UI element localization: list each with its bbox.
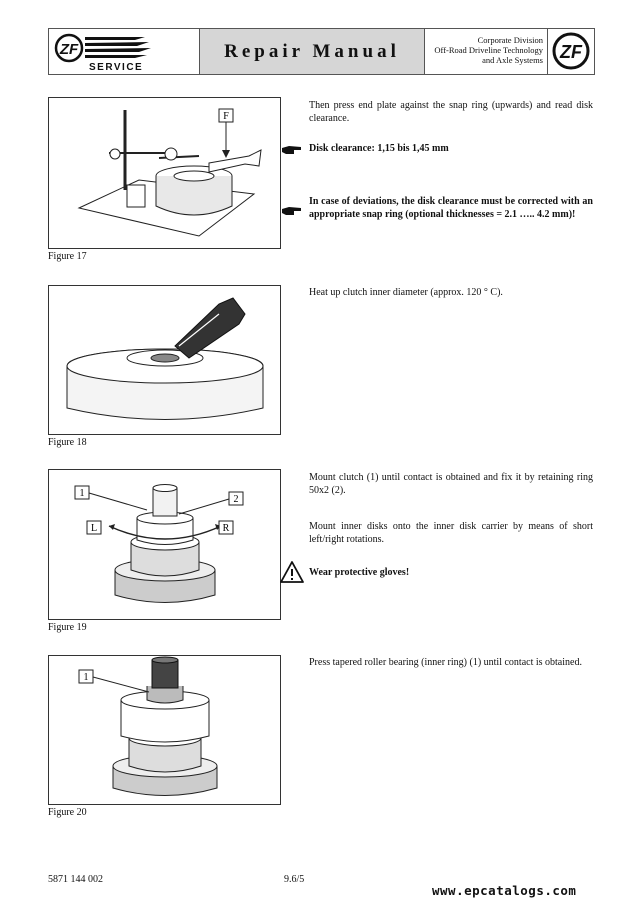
label-r: R	[222, 523, 230, 534]
zf-logo-text: ZF	[59, 41, 79, 58]
figure-17-image	[48, 97, 281, 249]
page-header	[48, 28, 595, 75]
division-line: Corporate Division	[477, 35, 543, 45]
figure-caption: Figure 18	[48, 437, 87, 448]
label-2: 2	[233, 494, 239, 505]
division-info	[425, 35, 543, 65]
doc-number: 5871 144 002	[48, 874, 103, 885]
label-f: F	[223, 111, 229, 122]
division-line: Off-Road Driveline Technology	[434, 45, 543, 55]
figure-20-image	[48, 655, 281, 805]
warning-text: Wear protective gloves!	[309, 567, 410, 578]
pointing-hand-icon	[281, 205, 303, 217]
figure-caption: Figure 17	[48, 251, 87, 262]
page-title: Repair Manual	[200, 29, 425, 74]
zf-logo-right	[547, 29, 595, 74]
page-number: 9.6/5	[284, 874, 305, 885]
instruction-text: Press tapered roller bearing (inner ring) (1) until contact is obtained.	[309, 657, 582, 668]
instruction-text: Then press end plate against the snap ring (upwards) and read disk clearance.	[309, 100, 593, 124]
instruction-text: Mount inner disks onto the inner disk carrier by means of short left/right rotations.	[309, 521, 593, 545]
figure-caption: Figure 19	[48, 622, 87, 633]
figure-caption: Figure 20	[48, 807, 87, 818]
zf-logo-text: ZF	[560, 42, 582, 62]
pointing-hand-icon	[281, 144, 303, 156]
zf-service-logo	[49, 29, 200, 74]
label-1: 1	[79, 488, 85, 499]
label-1: 1	[83, 672, 89, 683]
instruction-text: Mount clutch (1) until contact is obtained and fix it by retaining ring 50x2 (2).	[309, 472, 593, 496]
service-label: SERVICE	[89, 62, 144, 73]
warning-icon	[279, 560, 305, 584]
note-text: Disk clearance: 1,15 bis 1,45 mm	[309, 143, 449, 154]
watermark: www.epcatalogs.com	[432, 883, 577, 898]
instruction-text: Heat up clutch inner diameter (approx. 120 ° C).	[309, 287, 503, 298]
note-text: In case of deviations, the disk clearance must be corrected with an appropriate snap ring (optional thicknesses = 2.1 ….. 4.2 mm)!	[309, 196, 593, 220]
figure-19-image	[48, 469, 281, 620]
division-line: and Axle Systems	[482, 55, 543, 65]
figure-18-image	[48, 285, 281, 435]
label-l: L	[90, 523, 98, 534]
